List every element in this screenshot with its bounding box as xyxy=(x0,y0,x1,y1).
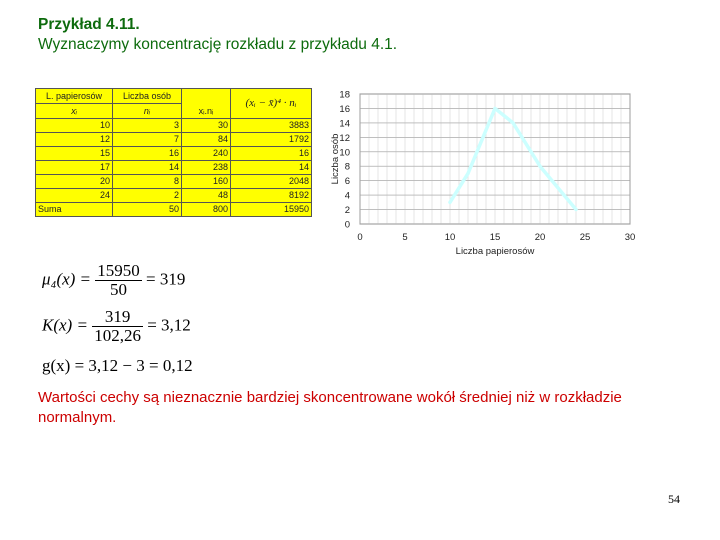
cell-n: 2 xyxy=(113,189,182,203)
y-tick-label: 16 xyxy=(339,103,350,115)
cell-x: 10 xyxy=(36,119,113,133)
sum-m4: 15950 xyxy=(231,203,312,217)
y-tick-label: 8 xyxy=(344,161,350,173)
cell-m4: 2048 xyxy=(231,175,312,189)
slide-title: Przykład 4.11. xyxy=(38,16,140,33)
header-xi: xᵢ xyxy=(36,104,113,119)
cell-n: 7 xyxy=(113,133,182,147)
data-point xyxy=(467,172,470,175)
conclusion-text: Wartości cechy są nieznacznie bardziej skoncentrowane wokół średniej niż w rozkładzie normalnym. xyxy=(38,389,622,426)
formula-excess-text: g(x) = 3,12 − 3 = 0,12 xyxy=(42,356,193,375)
data-point xyxy=(575,208,578,211)
formula-mu4-fraction xyxy=(95,262,142,299)
header-ni: nᵢ xyxy=(113,104,182,119)
cell-x: 12 xyxy=(36,133,113,147)
table-row xyxy=(36,119,312,133)
cell-x: 20 xyxy=(36,175,113,189)
cell-xn: 48 xyxy=(182,189,231,203)
formula-kurtosis xyxy=(42,308,191,345)
frequency-line-chart xyxy=(328,84,668,260)
data-point xyxy=(494,107,497,110)
y-tick-label: 0 xyxy=(344,219,350,231)
cell-x: 24 xyxy=(36,189,113,203)
header-xn: xᵢ.nᵢ xyxy=(182,89,231,119)
formula-kurtosis-lhs: K(x) = xyxy=(42,315,88,335)
y-tick-label: 2 xyxy=(344,205,350,217)
cell-xn: 160 xyxy=(182,175,231,189)
data-point xyxy=(449,201,452,204)
x-tick-label: 20 xyxy=(534,232,546,243)
y-tick-label: 12 xyxy=(339,132,350,144)
slide-subtitle: Wyznaczymy koncentrację rozkładu z przykładu 4.1. xyxy=(38,36,398,53)
formula-mu4-lhs: μ₄(x) = xyxy=(42,269,92,289)
y-tick-label: 14 xyxy=(339,118,350,130)
formula-mu4 xyxy=(42,262,185,299)
sum-label: Suma xyxy=(36,203,113,217)
formula-kurtosis-numerator: 319 xyxy=(92,308,143,327)
formula-mu4-numerator: 15950 xyxy=(97,261,140,280)
sum-n: 50 xyxy=(113,203,182,217)
cell-m4: 8192 xyxy=(231,189,312,203)
header-cigarettes: L. papierosów xyxy=(36,89,113,104)
y-tick-label: 18 xyxy=(339,89,350,101)
sum-xn: 800 xyxy=(182,203,231,217)
table-row xyxy=(36,147,312,161)
cell-n: 16 xyxy=(113,147,182,161)
table-row xyxy=(36,133,312,147)
data-point xyxy=(512,121,515,124)
cell-n: 8 xyxy=(113,175,182,189)
formula-mu4-rhs: = 319 xyxy=(146,269,186,289)
y-tick-label: 10 xyxy=(339,147,350,159)
y-axis-label: Liczba osób xyxy=(330,133,341,185)
cell-x: 15 xyxy=(36,147,113,161)
data-point xyxy=(539,165,542,168)
x-tick-label: 25 xyxy=(579,232,591,243)
header-people: Liczba osób xyxy=(113,89,182,104)
y-tick-label: 6 xyxy=(344,176,350,188)
cell-m4: 3883 xyxy=(231,119,312,133)
cell-xn: 238 xyxy=(182,161,231,175)
formula-kurtosis-denominator: 102,26 xyxy=(94,326,141,345)
cell-m4: 16 xyxy=(231,147,312,161)
table-row xyxy=(36,161,312,175)
formula-mu4-denominator: 50 xyxy=(110,280,128,299)
table-row xyxy=(36,189,312,203)
formula-excess xyxy=(42,356,193,376)
x-tick-label: 5 xyxy=(402,232,408,243)
cell-m4: 14 xyxy=(231,161,312,175)
slide-heading xyxy=(38,15,397,55)
table-sum-row xyxy=(36,203,312,217)
header-fourth-moment: (xᵢ − x̄)⁴ · nᵢ xyxy=(231,89,312,119)
x-tick-label: 15 xyxy=(489,232,501,243)
x-axis-label: Liczba papierosów xyxy=(455,246,535,257)
cell-n: 14 xyxy=(113,161,182,175)
cell-xn: 240 xyxy=(182,147,231,161)
formula-kurtosis-fraction xyxy=(92,308,143,345)
y-tick-label: 4 xyxy=(344,190,350,202)
cell-xn: 84 xyxy=(182,133,231,147)
cell-n: 3 xyxy=(113,119,182,133)
x-tick-label: 0 xyxy=(357,232,363,243)
formula-kurtosis-rhs: = 3,12 xyxy=(147,315,191,335)
x-tick-label: 30 xyxy=(624,232,636,243)
cell-x: 17 xyxy=(36,161,113,175)
table-row xyxy=(36,175,312,189)
cell-xn: 30 xyxy=(182,119,231,133)
page-number: 54 xyxy=(668,492,680,506)
x-tick-label: 10 xyxy=(444,232,456,243)
cell-m4: 1792 xyxy=(231,133,312,147)
data-table xyxy=(35,88,312,217)
